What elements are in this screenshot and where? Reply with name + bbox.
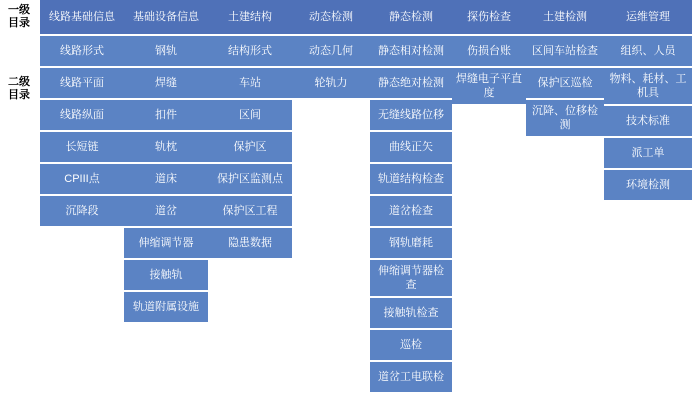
level2-row-label-line1: 二级	[8, 76, 30, 88]
column-item[interactable]: 技术标准	[604, 106, 692, 136]
column-item[interactable]: 保护区	[208, 132, 292, 162]
category-column	[604, 0, 692, 202]
category-column	[452, 0, 526, 106]
column-item[interactable]: 无缝线路位移	[370, 100, 452, 130]
column-item[interactable]: 曲线正矢	[370, 132, 452, 162]
column-item[interactable]: 线路形式	[40, 36, 124, 66]
column-item[interactable]: 道床	[124, 164, 208, 194]
column-header[interactable]: 土建结构	[208, 0, 292, 34]
column-item[interactable]: 焊缝	[124, 68, 208, 98]
column-item[interactable]: 沉降段	[40, 196, 124, 226]
column-item[interactable]: 轨枕	[124, 132, 208, 162]
column-item[interactable]: 保护区监测点	[208, 164, 292, 194]
column-item[interactable]: 区间	[208, 100, 292, 130]
column-item[interactable]: 线路纵面	[40, 100, 124, 130]
column-item[interactable]: 接触轨检查	[370, 298, 452, 328]
column-item[interactable]: 保护区巡检	[526, 68, 604, 98]
column-item[interactable]: 物料、耗材、工机具	[604, 68, 692, 104]
column-item[interactable]: 静态相对检测	[370, 36, 452, 66]
column-item[interactable]: 钢轨	[124, 36, 208, 66]
column-item[interactable]: 钢轨磨耗	[370, 228, 452, 258]
category-column	[40, 0, 124, 228]
level1-row-label	[0, 4, 38, 30]
level1-row-label-line1: 一级	[8, 4, 30, 16]
column-item[interactable]: 静态绝对检测	[370, 68, 452, 98]
column-item[interactable]: 环境检测	[604, 170, 692, 200]
level1-row-label-line2: 目录	[8, 17, 30, 29]
column-item[interactable]: 轨道附属设施	[124, 292, 208, 322]
item-spacer	[292, 98, 370, 100]
column-item[interactable]: 保护区工程	[208, 196, 292, 226]
item-spacer	[452, 104, 526, 106]
column-item[interactable]: 伸缩调节器检查	[370, 260, 452, 296]
item-spacer	[208, 258, 292, 260]
column-item[interactable]: 派工单	[604, 138, 692, 168]
level2-row-label	[0, 76, 38, 102]
column-header[interactable]: 线路基础信息	[40, 0, 124, 34]
column-header[interactable]: 探伤检查	[452, 0, 526, 34]
category-column	[124, 0, 208, 324]
column-item[interactable]: 道岔	[124, 196, 208, 226]
column-item[interactable]: 伸缩调节器	[124, 228, 208, 258]
column-item[interactable]: 动态几何	[292, 36, 370, 66]
column-item[interactable]: 车站	[208, 68, 292, 98]
item-spacer	[604, 200, 692, 202]
column-header[interactable]: 基础设备信息	[124, 0, 208, 34]
column-item[interactable]: 组织、人员	[604, 36, 692, 66]
column-header[interactable]: 土建检测	[526, 0, 604, 34]
category-column	[292, 0, 370, 100]
column-item[interactable]: 巡检	[370, 330, 452, 360]
item-spacer	[370, 392, 452, 394]
column-item[interactable]: 结构形式	[208, 36, 292, 66]
item-spacer	[40, 226, 124, 228]
column-item[interactable]: 道岔工电联检	[370, 362, 452, 392]
item-spacer	[526, 136, 604, 138]
column-item[interactable]: 接触轨	[124, 260, 208, 290]
column-item[interactable]: 线路平面	[40, 68, 124, 98]
column-item[interactable]: 伤损台账	[452, 36, 526, 66]
column-header[interactable]: 静态检测	[370, 0, 452, 34]
category-column	[526, 0, 604, 138]
column-item[interactable]: CPIII点	[40, 164, 124, 194]
column-header[interactable]: 运维管理	[604, 0, 692, 34]
column-item[interactable]: 区间车站检查	[526, 36, 604, 66]
column-item[interactable]: 扣件	[124, 100, 208, 130]
column-item[interactable]: 轮轨力	[292, 68, 370, 98]
column-item[interactable]: 轨道结构检查	[370, 164, 452, 194]
level2-row-label-line2: 目录	[8, 89, 30, 101]
column-item[interactable]: 焊缝电子平直度	[452, 68, 526, 104]
column-item[interactable]: 隐患数据	[208, 228, 292, 258]
column-header[interactable]: 动态检测	[292, 0, 370, 34]
category-column	[208, 0, 292, 260]
category-column	[370, 0, 452, 394]
item-spacer	[124, 322, 208, 324]
column-item[interactable]: 长短链	[40, 132, 124, 162]
column-item[interactable]: 道岔检查	[370, 196, 452, 226]
column-item[interactable]: 沉降、位移检测	[526, 100, 604, 136]
